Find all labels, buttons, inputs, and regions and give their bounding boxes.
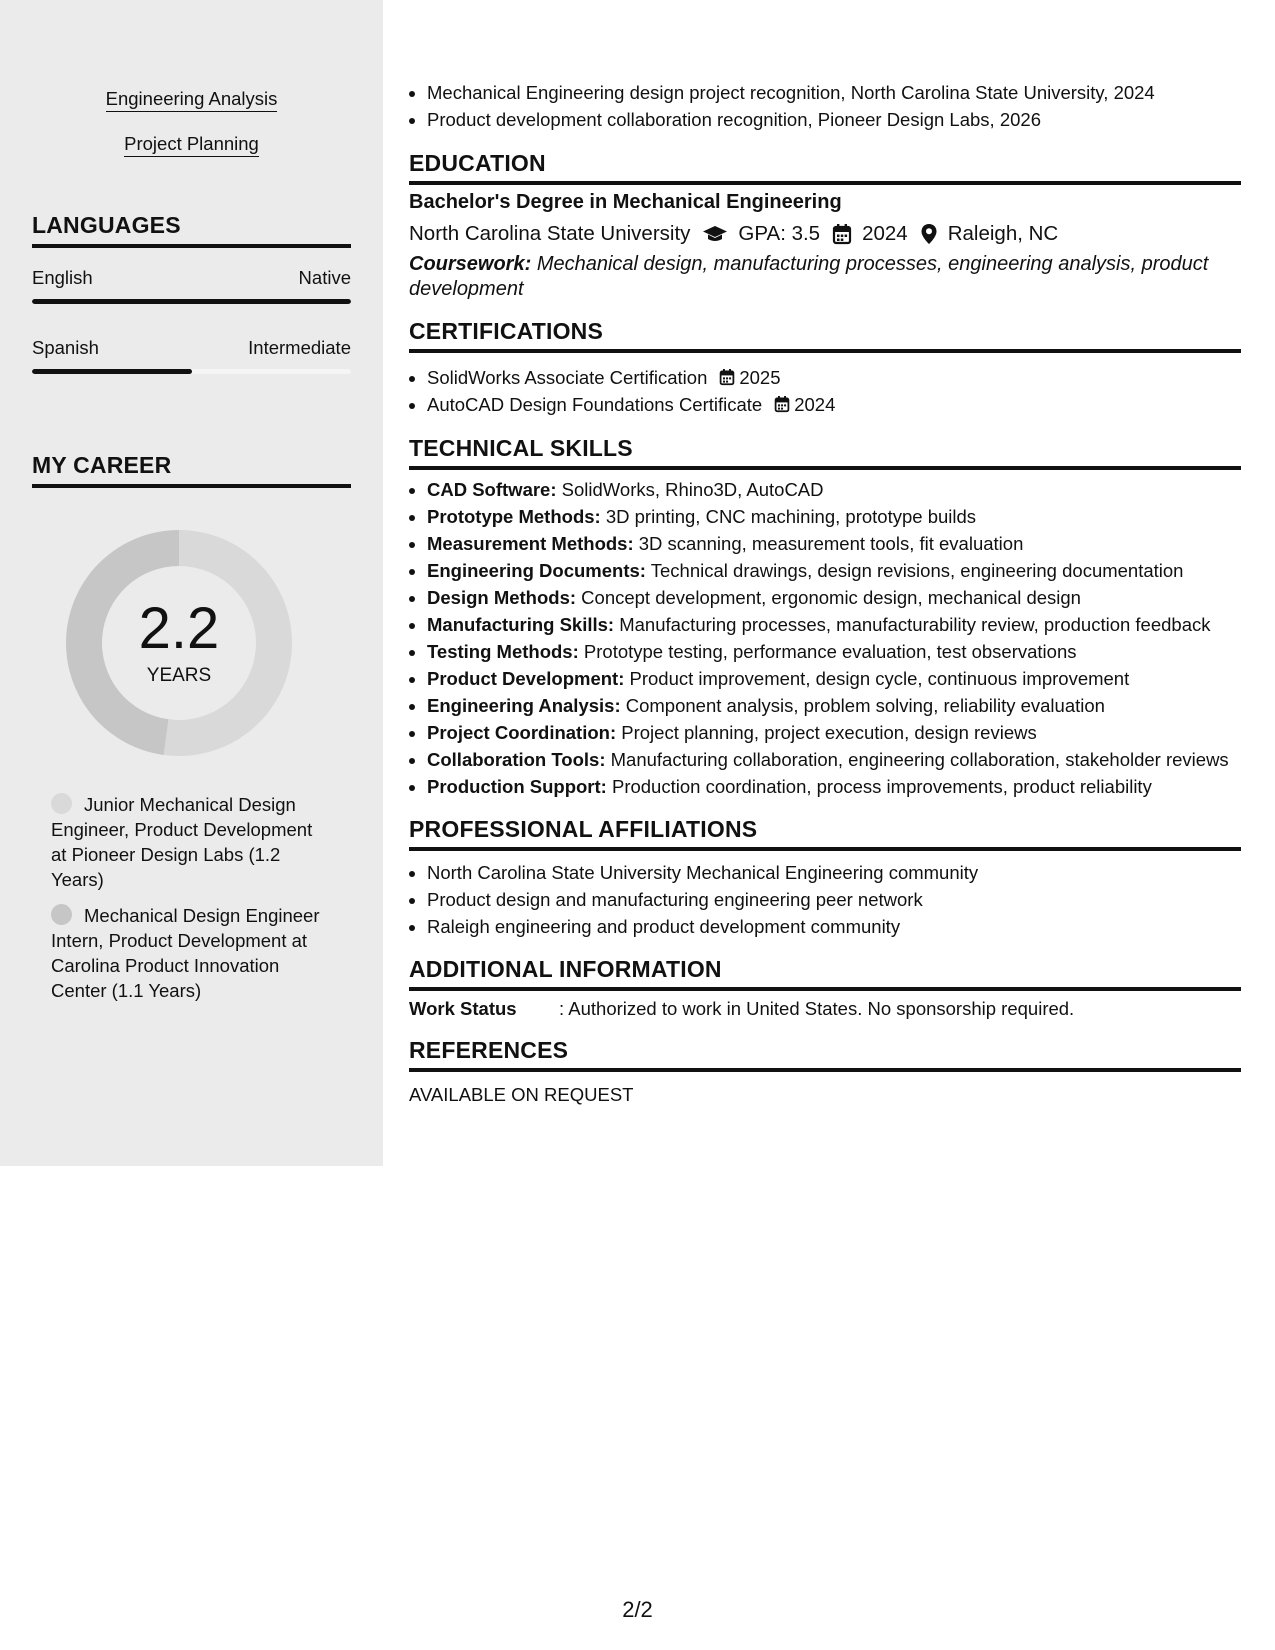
skill-tag: Project Planning xyxy=(0,133,383,155)
skill-tag: Engineering Analysis xyxy=(0,88,383,110)
career-legend-dot xyxy=(51,904,72,925)
work-status-value: : Authorized to work in United States. No sponsorship required. xyxy=(559,998,1075,1019)
education-details xyxy=(409,222,1058,246)
references-text: AVAILABLE ON REQUEST xyxy=(409,1084,634,1105)
school-location: Raleigh, NC xyxy=(947,222,1059,245)
certifications-heading: CERTIFICATIONS xyxy=(409,318,1241,353)
degree-title: Bachelor's Degree in Mechanical Engineering xyxy=(409,191,842,213)
career-total-years: 2.2 xyxy=(138,596,220,661)
work-status xyxy=(409,998,1074,1020)
skill-item: • Testing Methods: Prototype testing, performance evaluation, test observations xyxy=(427,638,1241,665)
language-row xyxy=(32,267,351,289)
affiliations-heading: PROFESSIONAL AFFILIATIONS xyxy=(409,816,1241,851)
career-item: Mechanical Design Engineer Intern, Product Development at Carolina Product Innovation Center (1.1 Years) xyxy=(51,905,320,1001)
coursework-text: Mechanical design, manufacturing processes, engineering analysis, product development xyxy=(409,253,1209,300)
skill-item: • Engineering Documents: Technical drawings, design revisions, engineering documentation xyxy=(427,557,1241,584)
language-proficiency-bar xyxy=(32,369,351,374)
skill-item: • Engineering Analysis: Component analysis, problem solving, reliability evaluation xyxy=(427,692,1241,719)
graduation-year: 2024 xyxy=(862,222,908,245)
calendar-icon xyxy=(774,395,790,413)
language-level: Native xyxy=(298,267,351,288)
sidebar xyxy=(0,0,383,1166)
affiliation-item: • North Carolina State University Mechanical Engineering community xyxy=(427,859,1241,886)
skill-item: • Product Development: Product improvement, design cycle, continuous improvement xyxy=(427,665,1241,692)
skill-item: • Collaboration Tools: Manufacturing collaboration, engineering collaboration, stakeholder reviews xyxy=(427,746,1241,773)
school-name: North Carolina State University xyxy=(409,222,691,245)
work-status-label: Work Status xyxy=(409,998,517,1019)
language-name: Spanish xyxy=(32,337,99,358)
calendar-icon xyxy=(832,223,852,245)
page-number: 2/2 xyxy=(622,1597,653,1622)
certification-item: • AutoCAD Design Foundations Certificate 2024 xyxy=(427,391,1241,418)
location-pin-icon xyxy=(920,223,938,245)
awards-section xyxy=(409,79,1241,133)
skill-item: • Project Coordination: Project planning, project execution, design reviews xyxy=(427,719,1241,746)
language-row xyxy=(32,337,351,359)
coursework xyxy=(409,252,1241,302)
languages-heading: LANGUAGES xyxy=(32,212,351,248)
coursework-label: Coursework: xyxy=(409,253,532,275)
education-heading: EDUCATION xyxy=(409,150,1241,185)
language-name: English xyxy=(32,267,93,288)
skill-item: • CAD Software: SolidWorks, Rhino3D, AutoCAD xyxy=(427,476,1241,503)
skill-item: • Manufacturing Skills: Manufacturing processes, manufacturability review, production feedback xyxy=(427,611,1241,638)
affiliations-list xyxy=(409,859,1241,940)
technical-skills-list xyxy=(409,476,1241,800)
references-heading: REFERENCES xyxy=(409,1037,1241,1072)
career-legend-dot xyxy=(51,793,72,814)
calendar-icon xyxy=(719,368,735,386)
career-item: Junior Mechanical Design Engineer, Product Development at Pioneer Design Labs (1.2 Years) xyxy=(51,794,313,890)
technical-skills-heading: TECHNICAL SKILLS xyxy=(409,435,1241,470)
language-proficiency-fill xyxy=(32,299,351,304)
career-heading: MY CAREER xyxy=(32,452,351,488)
certification-item: • SolidWorks Associate Certification 2025 xyxy=(427,364,1241,391)
skill-item: • Design Methods: Concept development, ergonomic design, mechanical design xyxy=(427,584,1241,611)
skill-item: • Production Support: Production coordination, process improvements, product reliability xyxy=(427,773,1241,800)
skill-item: • Measurement Methods: 3D scanning, measurement tools, fit evaluation xyxy=(427,530,1241,557)
affiliation-item: • Product design and manufacturing engineering peer network xyxy=(427,886,1241,913)
language-proficiency-bar xyxy=(32,299,351,304)
gpa: GPA: 3.5 xyxy=(738,222,821,245)
award-item: • Product development collaboration recognition, Pioneer Design Labs, 2026 xyxy=(427,106,1241,133)
additional-info-heading: ADDITIONAL INFORMATION xyxy=(409,956,1241,991)
affiliation-item: • Raleigh engineering and product development community xyxy=(427,913,1241,940)
graduation-cap-icon xyxy=(702,224,728,244)
language-proficiency-fill xyxy=(32,369,192,374)
language-level: Intermediate xyxy=(248,337,351,358)
certifications-list xyxy=(409,364,1241,418)
career-years-unit: YEARS xyxy=(146,665,212,686)
skill-item: • Prototype Methods: 3D printing, CNC machining, prototype builds xyxy=(427,503,1241,530)
award-item: • Mechanical Engineering design project recognition, North Carolina State University, 2024 xyxy=(427,79,1241,106)
